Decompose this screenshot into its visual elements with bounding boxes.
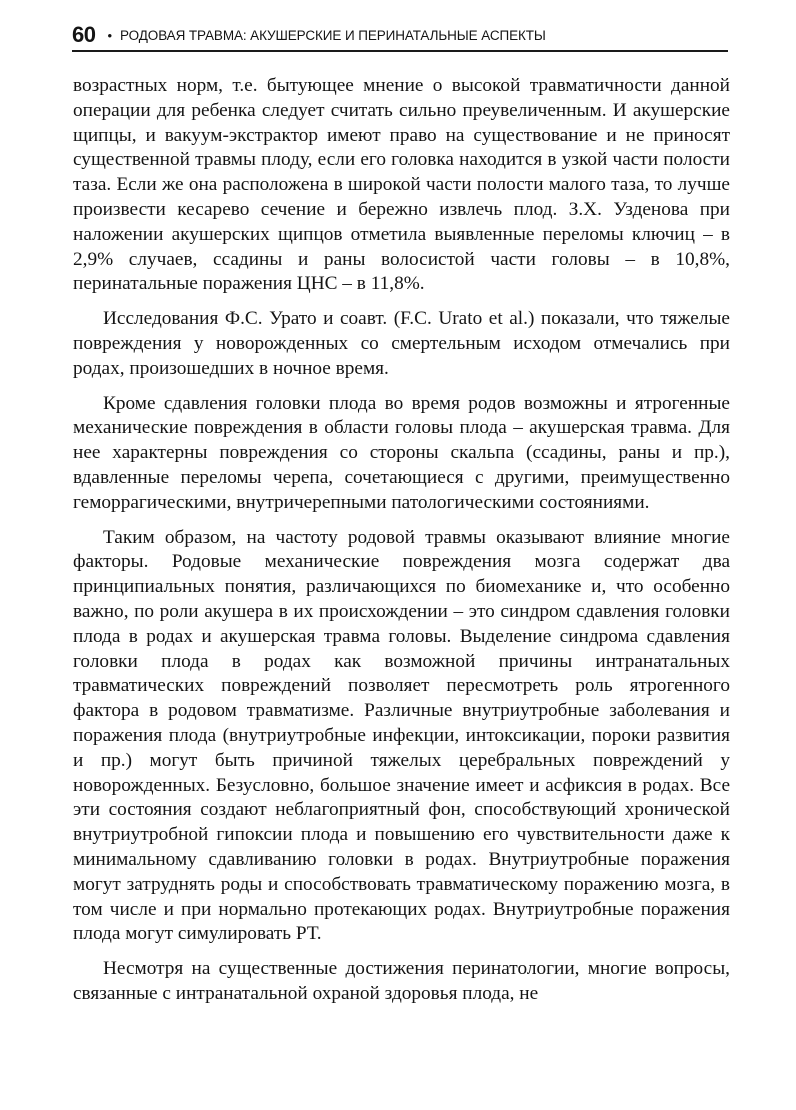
header-bullet: • bbox=[107, 28, 113, 43]
chapter-title: РОДОВАЯ ТРАВМА: АКУШЕРСКИЕ И ПЕРИНАТАЛЬНЫЕ АСПЕКТЫ bbox=[120, 28, 546, 43]
running-header bbox=[72, 22, 728, 52]
page-number: 60 bbox=[72, 22, 96, 47]
body-text bbox=[73, 74, 730, 1017]
paragraph-continued: возрастных норм, т.е. бытующее мнение о высокой травматичности данной операции для ребенка следует считать сильно преувеличенным. И акушерские щипцы, и вакуум-экстрактор имеют право на существование и не приносят существенной травмы плоду, если его головка находится в узкой части полости таза. Если же она расположена в широкой части полости малого таза, то лучше произвести кесарево сечение и бережно извлечь плод. З.Х. Узденова при наложении акушерских щипцов отметила выявленные переломы ключиц – в 2,9% случаев, ссадины и раны волосистой части головы – в 10,8%, перинатальные поражения ЦНС – в 11,8%. bbox=[73, 75, 730, 295]
paragraph-iatrogenic-injury: Кроме сдавления головки плода во время родов возможны и ятрогенные механические повреждения в области головы плода – акушерская травма. Для нее характерны повреждения со стороны скальпа (ссадины, раны и пр.), вдавленные переломы черепа, сочетающиеся с другими, преимущественно геморрагическими, внутричерепными патологическими состояниями. bbox=[73, 392, 730, 513]
paragraph-perinatology: Несмотря на существенные достижения перинатологии, многие вопросы, связанные с интранатальной охраной здоровья плода, не bbox=[73, 958, 730, 1004]
paragraph-urato-study: Исследования Ф.С. Урато и соавт. (F.C. Urato et al.) показали, что тяжелые повреждения у новорожденных со смертельным исходом отмечались при родах, произошедших в ночное время. bbox=[73, 308, 730, 379]
paragraph-factors-summary: Таким образом, на частоту родовой травмы оказывают влияние многие факторы. Родовые механические повреждения мозга содержат два принципиальных понятия, различающихся по биомеханике и, что особенно важно, по роли акушера в их происхождении – это синдром сдавления головки плода в родах и акушерская травма головы. Выделение синдрома сдавления головки плода в родах как возможной причины интранатальных травматических повреждений позволяет пересмотреть роль ятрогенного фактора в родовом травматизме. Различные внутриутробные заболевания и поражения плода (внутриутробные инфекции, интоксикации, пороки развития и пр.) могут быть причиной тяжелых церебральных повреждений у новорожденных. Безусловно, большое значение имеет и асфиксия в родах. Все эти состояния создают неблагоприятный фон, способствующий хронической внутриутробной гипоксии плода и повышению его чувствительности даже к минимальному сдавливанию головки в родах. Внутриутробные поражения могут затруднять роды и способствовать травматическому поражению мозга, в том числе и при нормально протекающих родах. Внутриутробные поражения плода могут симулировать РТ. bbox=[73, 526, 730, 945]
